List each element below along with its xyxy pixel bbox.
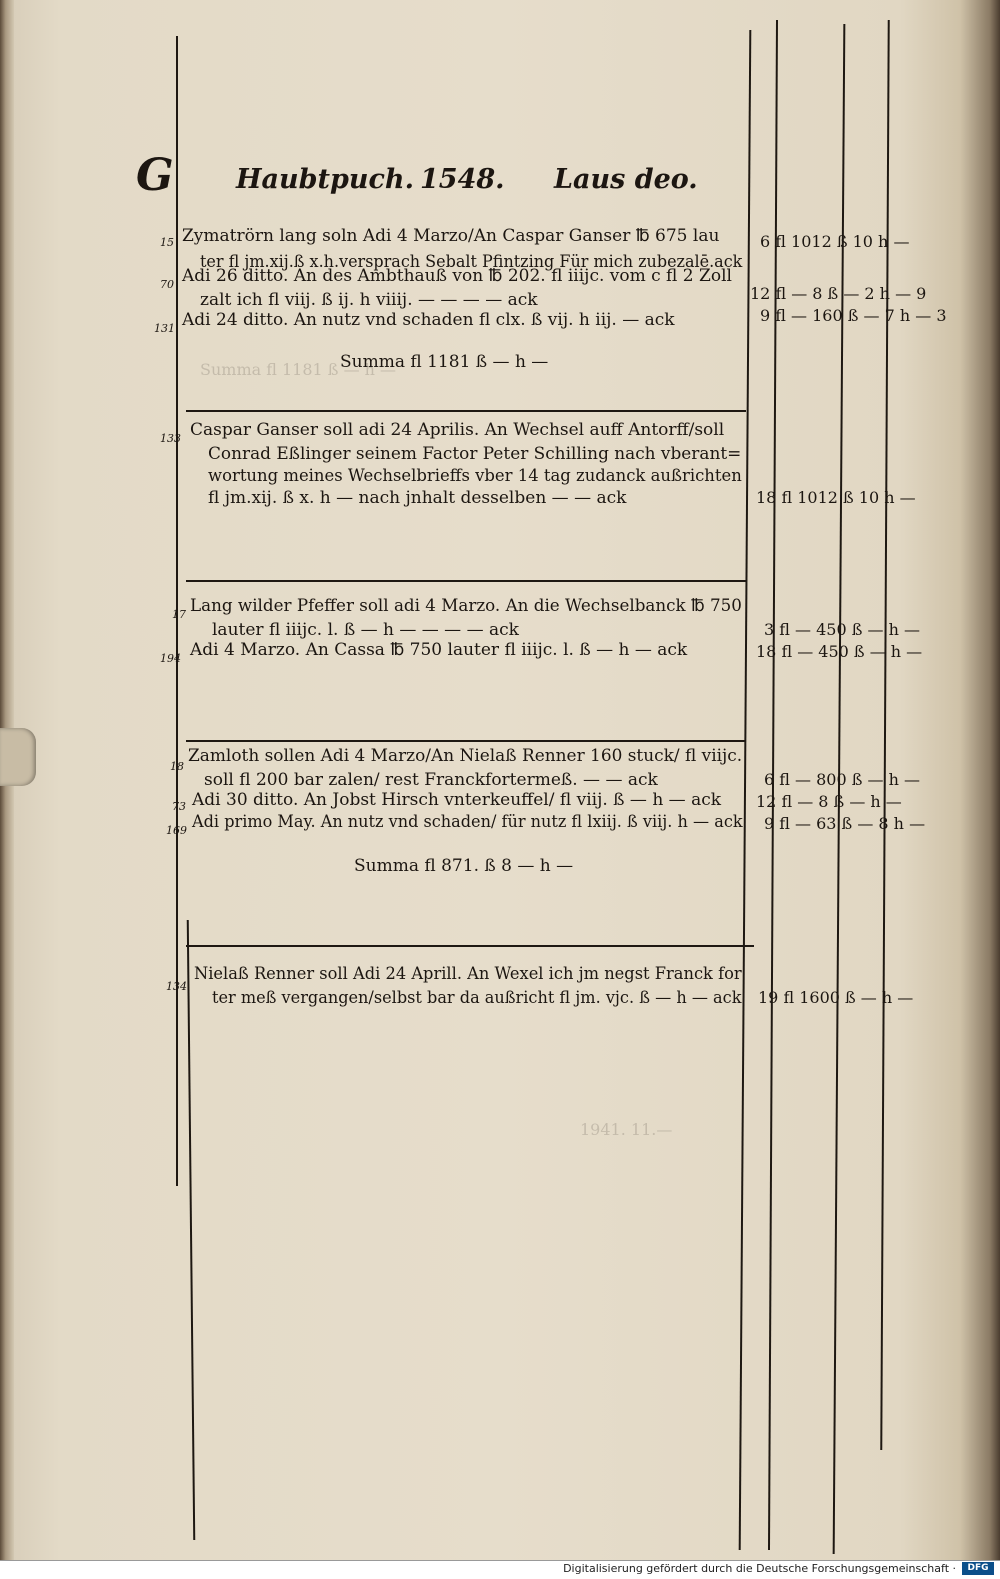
section-divider xyxy=(186,945,754,947)
entry-line: Adi 4 Marzo. An Cassa ℔ 750 lauter fl iiijc. l. ß — h — ack xyxy=(190,640,688,660)
folio-ref: 15 xyxy=(160,236,174,249)
section-divider xyxy=(186,580,746,582)
page-clip xyxy=(0,728,36,786)
entry-line: Zamloth sollen Adi 4 Marzo/An Nielaß Renner 160 stuck/ fl viijc. xyxy=(188,746,743,766)
entry-amount: 18 fl — 450 ß — h — xyxy=(756,642,923,661)
entry-line: Conrad Eßlinger seinem Factor Peter Schilling nach vberant= xyxy=(208,444,742,464)
entry-amount: 12 fl — 8 ß — 2 h — 9 xyxy=(750,284,927,303)
entry-line: fl jm.xij. ß x. h — nach jnhalt desselben — — ack xyxy=(208,488,627,508)
summa-line: Summa fl 1181 ß — h — xyxy=(340,352,549,372)
entry-line: zalt ich fl viij. ß ij. h viiij. — — — — ack xyxy=(200,290,538,310)
folio-ref: 133 xyxy=(160,432,181,445)
entry-line: soll fl 200 bar zalen/ rest Franckfortermeß. — — ack xyxy=(204,770,658,790)
footer-credit: Digitalisierung gefördert durch die Deutsche Forschungsgemeinschaft · xyxy=(563,1562,956,1575)
page-motto: Laus deo. xyxy=(554,164,698,195)
folio-ref: 131 xyxy=(154,322,175,335)
bleed-through-note: 1941. 11.— xyxy=(580,1120,673,1139)
entry-line: Caspar Ganser soll adi 24 Aprilis. An Wechsel auff Antorff/soll xyxy=(190,420,725,440)
folio-ref: 70 xyxy=(160,278,174,291)
entry-line: ter meß vergangen/selbst bar da außricht fl jm. vjc. ß — h — ack xyxy=(212,988,742,1008)
dfg-logo: DFG xyxy=(962,1562,994,1575)
folio-ref: 18 xyxy=(170,760,184,773)
folio-ref: 194 xyxy=(160,652,181,665)
entry-amount: 9 fl — 160 ß — 7 h — 3 xyxy=(760,306,947,325)
entry-line: lauter fl iiijc. l. ß — h — — — — ack xyxy=(212,620,519,640)
folio-ref: 73 xyxy=(172,800,186,813)
entry-line: Adi 30 ditto. An Jobst Hirsch vnterkeuffel/ fl viij. ß — h — ack xyxy=(192,790,722,810)
entry-amount: 9 fl — 63 ß — 8 h — xyxy=(764,814,926,833)
entry-amount: 6 fl — 800 ß — h — xyxy=(764,770,920,789)
entry-line: Lang wilder Pfeffer soll adi 4 Marzo. An die Wechselbanck ℔ 750 xyxy=(190,596,742,616)
entry-line: Adi primo May. An nutz vnd schaden/ für nutz fl lxiij. ß viij. h — ack xyxy=(192,812,743,832)
entry-line: Zymatrörn lang soln Adi 4 Marzo/An Caspar Ganser ℔ 675 lau xyxy=(182,226,720,246)
section-divider xyxy=(186,740,746,742)
entry-amount: 12 fl — 8 ß — h — xyxy=(756,792,902,811)
page-year: 1548. xyxy=(420,164,505,195)
entry-line: Adi 26 ditto. An des Ambthauß von ℔ 202. fl iiijc. vom c fl 2 Zoll xyxy=(182,266,732,286)
entry-line: Adi 24 ditto. An nutz vnd schaden fl clx. ß vij. h iij. — ack xyxy=(182,310,675,330)
folio-ref: 169 xyxy=(166,824,187,837)
entry-line: wortung meines Wechselbrieffs vber 14 tag zudanck außrichten xyxy=(208,466,742,486)
entry-line: ter fl jm.xij.ß x.h.versprach Sebalt Pfintzing Für mich zubezalē.ack xyxy=(200,252,743,272)
page-title: Haubtpuch. xyxy=(236,164,414,195)
summa-line: Summa fl 871. ß 8 — h — xyxy=(354,856,574,876)
folio-ref: 134 xyxy=(166,980,187,993)
entry-line: Nielaß Renner soll Adi 24 Aprill. An Wexel ich jm negst Franck for xyxy=(194,964,742,984)
entry-amount: 6 fl 1012 ß 10 h — xyxy=(760,232,910,251)
bleed-through-text: Summa fl 1181 ß — h — xyxy=(200,360,397,379)
entry-amount: 3 fl — 450 ß — h — xyxy=(764,620,920,639)
page-letter: G xyxy=(136,150,174,201)
entry-amount: 19 fl 1600 ß — h — xyxy=(758,988,914,1007)
folio-ref: 17 xyxy=(172,608,186,621)
entry-amount: 18 fl 1012 ß 10 h — xyxy=(756,488,916,507)
section-divider xyxy=(186,410,746,412)
